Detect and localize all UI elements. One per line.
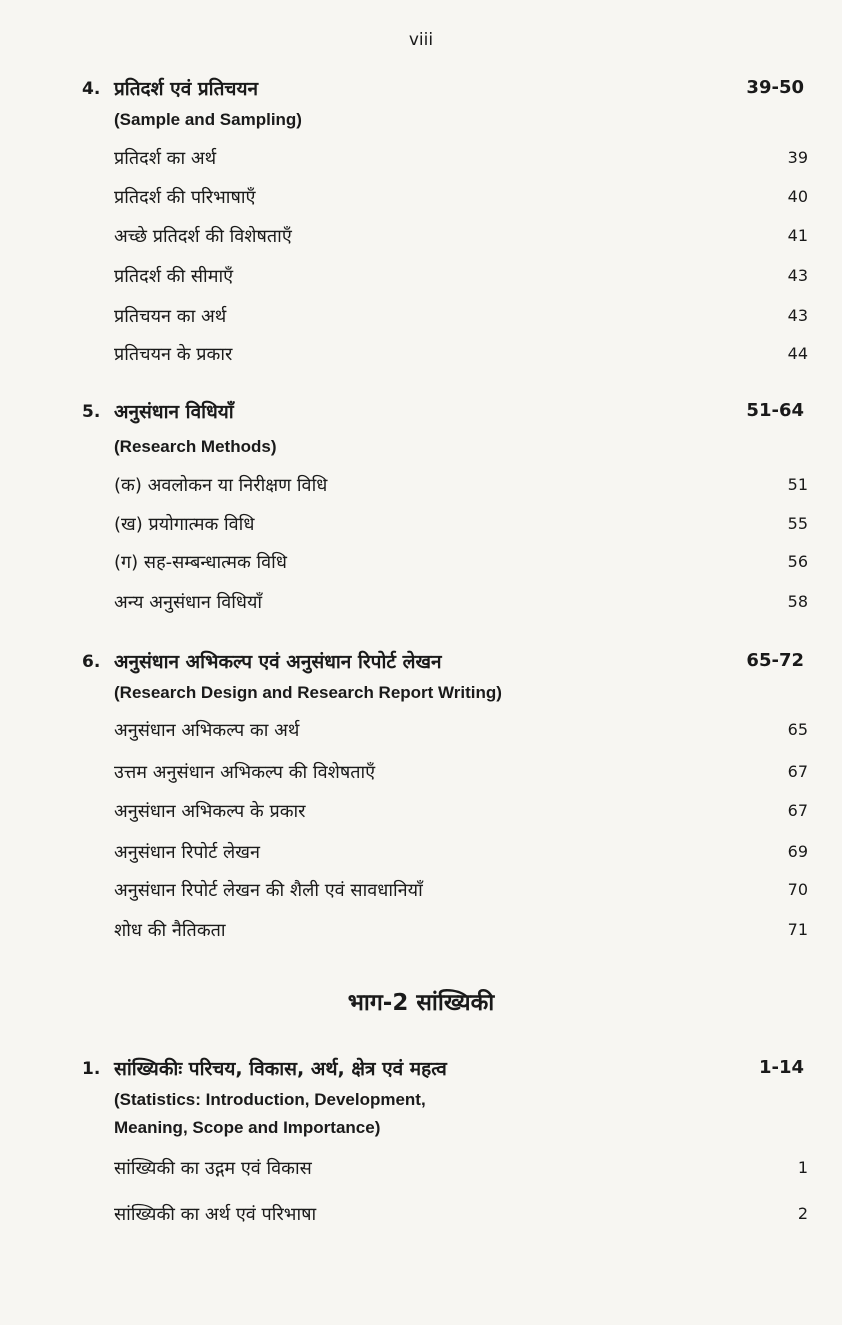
chapter-number: 5. [82,402,101,422]
toc-item-text: प्रतिदर्श का अर्थ [114,148,217,169]
toc-item-page: 39 [787,148,808,167]
page-number: viii [408,30,434,50]
toc-item-page: 44 [787,344,808,363]
chapter-page-range: 1-14 [758,1057,804,1078]
toc-item[interactable] [114,304,808,334]
toc-item-text: प्रतिचयन के प्रकार [114,344,233,365]
chapter-english-title: (Sample and Sampling) [114,110,302,129]
toc-item-page: 2 [797,1204,808,1223]
toc-item[interactable] [114,1156,808,1186]
chapter-page-range: 39-50 [746,77,804,98]
toc-item[interactable] [114,185,808,215]
toc-item[interactable] [114,590,808,620]
toc-item[interactable] [114,918,808,948]
chapter-title: सांख्यिकीः परिचय, विकास, अर्थ, क्षेत्र एवं महत्व [114,1058,447,1080]
chapter-english-title: (Research Methods) [114,437,277,456]
chapter-english-title: (Statistics: Introduction, Development, Meaning, Scope and Importance) [114,1090,426,1137]
toc-item[interactable] [114,342,808,372]
part2-chapter-1-heading[interactable] [82,1055,804,1085]
toc-item[interactable] [114,760,808,790]
chapter-6-heading[interactable] [82,648,804,678]
toc-item-page: 58 [787,592,808,611]
chapter-title: अनुसंधान अभिकल्प एवं अनुसंधान रिपोर्ट लेखन [114,651,442,673]
toc-item-page: 69 [787,842,808,861]
toc-item-text: अच्छे प्रतिदर्श की विशेषताएँ [114,226,292,247]
toc-item[interactable] [114,718,808,748]
toc-item-text: (ग) सह-सम्बन्धात्मक विधि [114,552,287,573]
toc-item[interactable] [114,799,808,829]
toc-item-page: 55 [787,514,808,533]
chapter-page-range: 51-64 [746,400,804,421]
toc-item[interactable] [114,224,808,254]
toc-item-text: सांख्यिकी का अर्थ एवं परिभाषा [114,1204,317,1225]
chapter-title: अनुसंधान विधियाँ [114,401,234,423]
toc-item-text: अनुसंधान रिपोर्ट लेखन [114,842,260,863]
toc-item-text: (क) अवलोकन या निरीक्षण विधि [114,475,328,496]
toc-item-page: 65 [787,720,808,739]
toc-item[interactable] [114,146,808,176]
toc-item-page: 70 [787,880,808,899]
toc-item-page: 41 [787,226,808,245]
toc-item-text: (ख) प्रयोगात्मक विधि [114,514,255,535]
chapter-5-heading[interactable] [82,398,804,428]
toc-item-text: शोध की नैतिकता [114,920,226,941]
toc-item-page: 51 [787,475,808,494]
toc-item-page: 1 [797,1158,808,1177]
toc-item-text: अनुसंधान रिपोर्ट लेखन की शैली एवं सावधानियाँ [114,880,423,901]
toc-item[interactable] [114,1202,808,1232]
toc-item-text: उत्तम अनुसंधान अभिकल्प की विशेषताएँ [114,762,376,783]
toc-item-page: 71 [787,920,808,939]
toc-item-page: 67 [787,762,808,781]
toc-item-text: प्रतिचयन का अर्थ [114,306,227,327]
toc-item-text: सांख्यिकी का उद्गम एवं विकास [114,1158,312,1179]
chapter-number: 1. [82,1059,101,1079]
chapter-4-heading[interactable] [82,75,804,105]
toc-item-page: 67 [787,801,808,820]
toc-item-text: अनुसंधान अभिकल्प के प्रकार [114,801,306,822]
toc-item[interactable] [114,512,808,542]
toc-item[interactable] [114,840,808,870]
toc-item[interactable] [114,550,808,580]
toc-item-text: अन्य अनुसंधान विधियाँ [114,592,263,613]
chapter-number: 4. [82,79,101,99]
toc-item[interactable] [114,264,808,294]
toc-item[interactable] [114,878,808,908]
toc-item-page: 56 [787,552,808,571]
chapter-number: 6. [82,652,101,672]
chapter-english-title: (Research Design and Research Report Writing) [114,683,502,702]
toc-item-page: 40 [787,187,808,206]
chapter-page-range: 65-72 [746,650,804,671]
chapter-title: प्रतिदर्श एवं प्रतिचयन [114,78,259,100]
toc-item[interactable] [114,473,808,503]
toc-item-page: 43 [787,306,808,325]
part-heading: भाग-2 सांख्यिकी [347,990,495,1016]
toc-item-text: अनुसंधान अभिकल्प का अर्थ [114,720,300,741]
toc-item-text: प्रतिदर्श की परिभाषाएँ [114,187,256,208]
toc-item-page: 43 [787,266,808,285]
toc-item-text: प्रतिदर्श की सीमाएँ [114,266,234,287]
